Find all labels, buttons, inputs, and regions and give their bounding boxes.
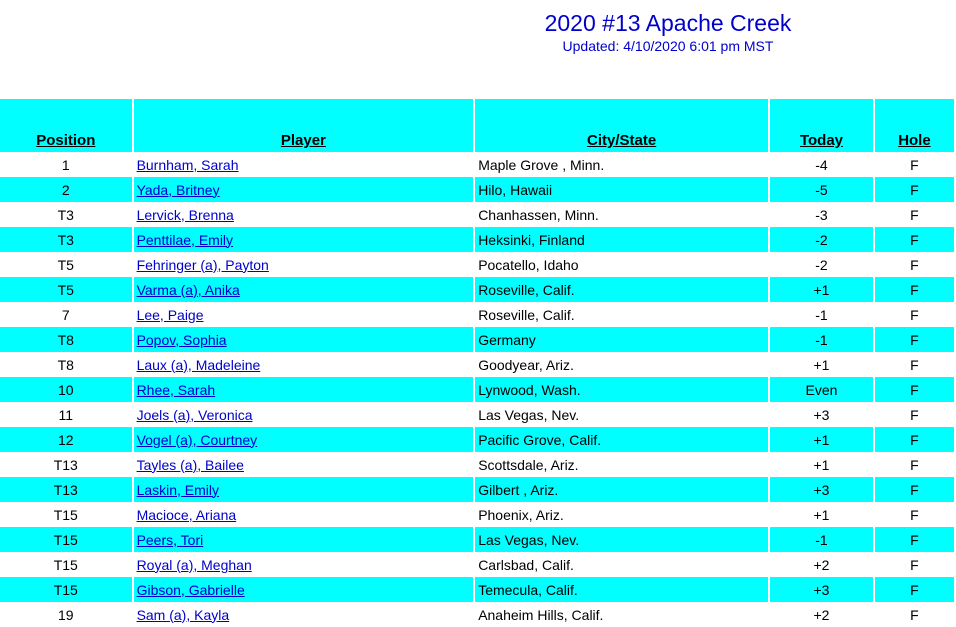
cell-hole: F: [910, 556, 919, 573]
cell-hole: F: [910, 306, 919, 323]
table-row: [0, 277, 954, 302]
cell-player: [134, 352, 474, 377]
cell-city: Germany: [475, 327, 768, 352]
page-header: [380, 9, 956, 55]
cell-hole: F: [910, 256, 919, 273]
cell-player: [134, 227, 474, 252]
cell-position: 1: [61, 156, 70, 173]
cell-hole: F: [910, 406, 919, 423]
cell-position: 11: [58, 406, 74, 423]
cell-player: [134, 177, 474, 202]
player-link[interactable]: Varma (a), Anika: [136, 281, 240, 298]
cell-today-score: -3: [815, 206, 828, 223]
cell-hole: F: [875, 377, 954, 402]
cell-today-score: +1: [813, 456, 830, 473]
cell-city: Heksinki, Finland: [475, 227, 768, 252]
cell-today-score: +2: [813, 556, 830, 573]
table-row: [0, 227, 954, 252]
cell-today-score: +3: [770, 477, 873, 502]
cell-position: T8: [0, 327, 132, 352]
table-row: [0, 152, 954, 177]
cell-today-score: +1: [770, 427, 873, 452]
cell-player: [134, 202, 474, 227]
table-row: [0, 302, 954, 327]
player-link[interactable]: Lee, Paige: [136, 306, 204, 323]
cell-city: Goodyear, Ariz.: [478, 356, 574, 373]
cell-city: Roseville, Calif.: [475, 277, 768, 302]
cell-position: T15: [53, 506, 78, 523]
cell-today-score: -1: [770, 327, 873, 352]
leaderboard-header-row: [0, 99, 954, 152]
cell-player: [134, 602, 474, 627]
player-link[interactable]: Lervick, Brenna: [136, 206, 234, 223]
player-link[interactable]: Yada, Britney: [136, 181, 220, 198]
player-link[interactable]: Macioce, Ariana: [136, 506, 237, 523]
column-header-player[interactable]: Player: [134, 99, 474, 152]
table-row: [0, 477, 954, 502]
player-link[interactable]: Laux (a), Madeleine: [136, 356, 261, 373]
cell-today-score: +1: [770, 277, 873, 302]
table-row: [0, 202, 954, 227]
column-header-position[interactable]: Position: [0, 99, 132, 152]
cell-player: [134, 277, 474, 302]
cell-today-score: Even: [770, 377, 873, 402]
player-link[interactable]: Rhee, Sarah: [136, 381, 216, 398]
cell-today-score: -1: [815, 306, 828, 323]
cell-hole: F: [875, 327, 954, 352]
table-row: [0, 427, 954, 452]
cell-hole: F: [910, 506, 919, 523]
cell-position: T15: [53, 556, 78, 573]
cell-city: Pocatello, Idaho: [478, 256, 579, 273]
cell-city: Hilo, Hawaii: [475, 177, 768, 202]
table-row: [0, 352, 954, 377]
cell-hole: F: [910, 356, 919, 373]
cell-position: T8: [57, 356, 74, 373]
cell-city: Lynwood, Wash.: [475, 377, 768, 402]
cell-today-score: -1: [770, 527, 873, 552]
player-link[interactable]: Tayles (a), Bailee: [136, 456, 244, 473]
cell-today-score: -4: [815, 156, 828, 173]
player-link[interactable]: Gibson, Gabrielle: [136, 581, 245, 598]
table-row: [0, 177, 954, 202]
table-row: [0, 502, 954, 527]
player-link[interactable]: Royal (a), Meghan: [136, 556, 252, 573]
cell-position: 2: [0, 177, 132, 202]
cell-player: [134, 327, 474, 352]
table-row: [0, 527, 954, 552]
cell-hole: F: [875, 577, 954, 602]
table-row: [0, 452, 954, 477]
cell-position: T13: [0, 477, 132, 502]
cell-city: Phoenix, Ariz.: [478, 506, 564, 523]
table-row: [0, 577, 954, 602]
cell-today-score: +3: [770, 577, 873, 602]
cell-hole: F: [875, 477, 954, 502]
cell-position: T13: [53, 456, 78, 473]
cell-player: [134, 152, 474, 177]
table-row: [0, 552, 954, 577]
cell-player: [134, 552, 474, 577]
cell-player: [134, 427, 474, 452]
cell-hole: F: [875, 227, 954, 252]
cell-today-score: +3: [813, 406, 830, 423]
cell-hole: F: [910, 606, 919, 623]
cell-player: [134, 302, 474, 327]
cell-player: [134, 502, 474, 527]
cell-city: Anaheim Hills, Calif.: [478, 606, 604, 623]
cell-position: 7: [61, 306, 70, 323]
cell-city: Carlsbad, Calif.: [478, 556, 574, 573]
cell-city: Las Vegas, Nev.: [478, 406, 580, 423]
cell-position: T15: [0, 527, 132, 552]
cell-city: Las Vegas, Nev.: [475, 527, 768, 552]
cell-city: Temecula, Calif.: [475, 577, 768, 602]
cell-hole: F: [910, 156, 919, 173]
cell-city: Gilbert , Ariz.: [475, 477, 768, 502]
cell-city: Chanhassen, Minn.: [478, 206, 599, 223]
leaderboard-table: [0, 99, 956, 627]
cell-player: [134, 252, 474, 277]
player-link[interactable]: Penttilae, Emily: [136, 231, 234, 248]
cell-today-score: +1: [813, 506, 830, 523]
cell-position: T5: [57, 256, 74, 273]
cell-today-score: +1: [813, 356, 830, 373]
cell-position: T3: [57, 206, 74, 223]
player-link[interactable]: Burnham, Sarah: [136, 156, 239, 173]
updated-timestamp: Updated: 4/10/2020 6:01 pm MST: [562, 38, 774, 54]
cell-hole: F: [875, 177, 954, 202]
player-link[interactable]: Laskin, Emily: [136, 481, 220, 498]
cell-player: [134, 477, 474, 502]
cell-player: [134, 452, 474, 477]
cell-city: Maple Grove , Minn.: [478, 156, 605, 173]
player-link[interactable]: Peers, Tori: [136, 531, 204, 548]
column-header-city[interactable]: City/State: [475, 99, 768, 152]
cell-today-score: +2: [813, 606, 830, 623]
column-header-today[interactable]: Today: [770, 99, 873, 152]
cell-position: T3: [0, 227, 132, 252]
cell-position: 10: [0, 377, 132, 402]
cell-hole: F: [910, 456, 919, 473]
cell-player: [134, 377, 474, 402]
cell-position: T15: [0, 577, 132, 602]
cell-today-score: -5: [770, 177, 873, 202]
cell-position: T5: [0, 277, 132, 302]
player-link[interactable]: Vogel (a), Courtney: [136, 431, 258, 448]
player-link[interactable]: Sam (a), Kayla: [136, 606, 230, 623]
table-row: [0, 377, 954, 402]
cell-today-score: -2: [815, 256, 828, 273]
cell-city: Scottsdale, Ariz.: [478, 456, 579, 473]
table-row: [0, 327, 954, 352]
cell-player: [134, 577, 474, 602]
cell-hole: F: [875, 277, 954, 302]
leaderboard-body: [0, 152, 954, 627]
column-header-hole[interactable]: Hole: [875, 99, 954, 152]
cell-city: Roseville, Calif.: [478, 306, 575, 323]
cell-today-score: -2: [770, 227, 873, 252]
player-link[interactable]: Joels (a), Veronica: [136, 406, 253, 423]
page-title: 2020 #13 Apache Creek: [544, 10, 792, 36]
cell-player: [134, 402, 474, 427]
cell-player: [134, 527, 474, 552]
cell-hole: F: [875, 527, 954, 552]
cell-hole: F: [875, 427, 954, 452]
cell-hole: F: [910, 206, 919, 223]
player-link[interactable]: Fehringer (a), Payton: [136, 256, 269, 273]
player-link[interactable]: Popov, Sophia: [136, 331, 227, 348]
cell-position: 19: [57, 606, 74, 623]
table-row: [0, 602, 954, 627]
cell-city: Pacific Grove, Calif.: [475, 427, 768, 452]
table-row: [0, 402, 954, 427]
cell-position: 12: [0, 427, 132, 452]
table-row: [0, 252, 954, 277]
